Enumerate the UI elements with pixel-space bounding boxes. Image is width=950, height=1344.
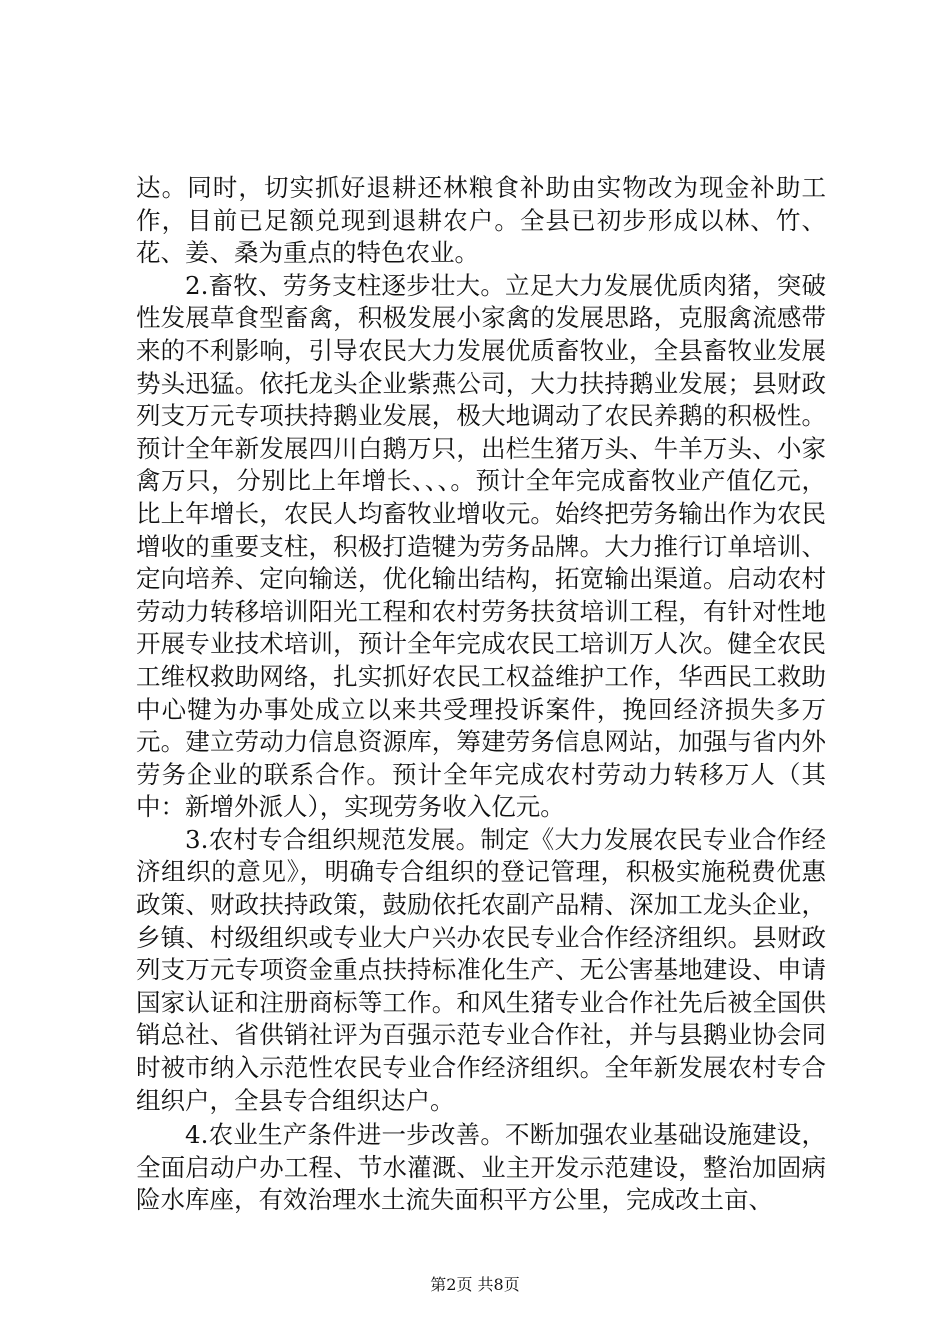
- document-body: [136, 172, 826, 1217]
- page-number: 第2页 共8页: [430, 1275, 520, 1294]
- paragraph-continuation: 达。同时，切实抓好退耕还林粮食补助由实物改为现金补助工作，目前已足额兑现到退耕农户。全县已初步形成以林、竹、花、姜、桑为重点的特色农业。: [136, 173, 826, 268]
- paragraph-production-conditions: 4.农业生产条件进一步改善。不断加强农业基础设施建设，全面启动户办工程、节水灌溉、业主开发示范建设，整治加固病险水库座，有效治理水土流失面积平方公里，完成改土亩、: [136, 1120, 826, 1215]
- paragraph-cooperatives: 3.农村专合组织规范发展。制定《大力发展农民专业合作经济组织的意见》，明确专合组织的登记管理，积极实施税费优惠政策、财政扶持政策，鼓励依托农副产品精、深加工龙头企业，乡镇、村级组织或专业大户兴办农民专业合作经济组织。县财政列支万元专项资金重点扶持标准化生产、无公害基地建设、申请国家认证和注册商标等工作。和风生猪专业合作社先后被全国供销总社、省供销社评为百强示范专业合作社，并与县鹅业协会同时被市纳入示范性农民专业合作经济组织。全年新发展农村专合组织户，全县专合组织达户。: [136, 824, 826, 1115]
- page-footer: [0, 1275, 950, 1295]
- paragraph-livestock-labor: 2.畜牧、劳务支柱逐步壮大。立足大力发展优质肉猪，突破性发展草食型畜禽，积极发展小家禽的发展思路，克服禽流感带来的不利影响，引导农民大力发展优质畜牧业，全县畜牧业发展势头迅猛。依托龙头企业紫燕公司，大力扶持鹅业发展；县财政列支万元专项扶持鹅业发展，极大地调动了农民养鹅的积极性。预计全年新发展四川白鹅万只，出栏生猪万头、牛羊万头、小家禽万只，分别比上年增长、、、。预计全年完成畜牧业产值亿元，比上年增长，农民人均畜牧业增收元。始终把劳务输出作为农民增收的重要支柱，积极打造犍为劳务品牌。大力推行订单培训、定向培养、定向输送，优化输出结构，拓宽输出渠道。启动农村劳动力转移培训阳光工程和农村劳务扶贫培训工程，有针对性地开展专业技术培训，预计全年完成农民工培训万人次。健全农民工维权救助网络，扎实抓好农民工权益维护工作，华西民工救助中心犍为办事处成立以来共受理投诉案件，挽回经济损失多万元。建立劳动力信息资源库，筹建劳务信息网站，加强与省内外劳务企业的联系合作。预计全年完成农村劳动力转移万人（其中：新增外派人），实现劳务收入亿元。: [136, 270, 826, 822]
